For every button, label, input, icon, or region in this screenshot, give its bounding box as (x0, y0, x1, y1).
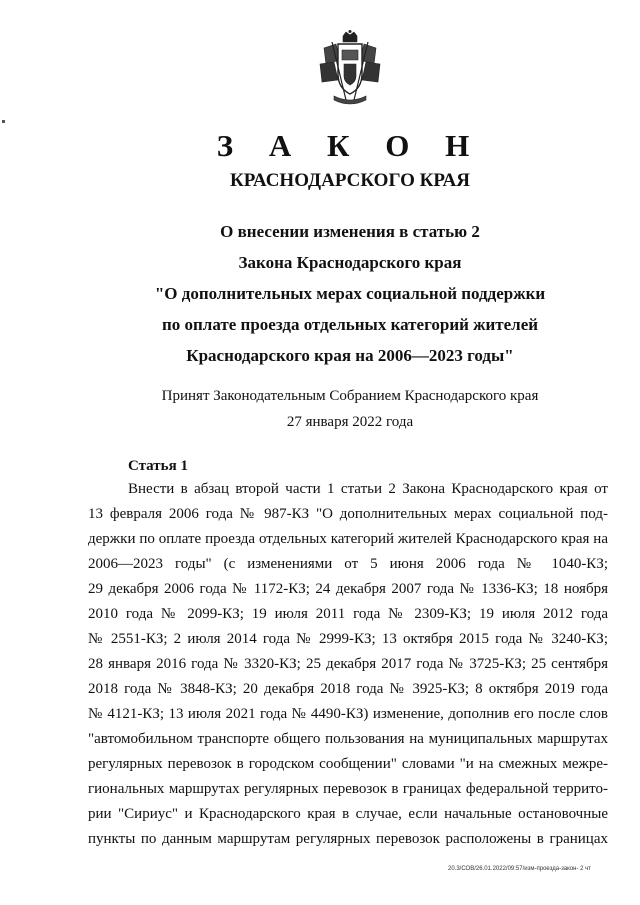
region-title: КРАСНОДАРСКОГО КРАЯ (229, 170, 471, 191)
article-line: пункты по данным маршрутам регулярных перевозок расположены в границах (88, 831, 608, 847)
document-footer-code: 20.3/СОВ/26.01.2022/09:57/изм-проезда-закон- 2 чт (448, 866, 592, 872)
heading-line: Закона Краснодарского края (238, 253, 462, 272)
article-line: № 2551-КЗ; 2 июля 2014 года № 2999-КЗ; 13 октября 2015 года № 3240-КЗ; (88, 631, 608, 647)
article-line: рии "Сириус" и Краснодарского края в случае, если начальные остановочные (88, 806, 608, 822)
adoption-statement: Принят Законодательным Собранием Краснодарского края (161, 388, 539, 404)
article-line: № 4121-КЗ; 13 июля 2021 года № 4490-КЗ) изменение, дополнив его после слов (88, 706, 608, 722)
article-line: гиональных маршрутах регулярных перевозок в границах федеральной террито- (88, 781, 608, 797)
article-line: регулярных перевозок в городском сообщении" словами "и на смежных межре- (88, 756, 608, 772)
article-title: Статья 1 (128, 458, 188, 474)
article-line: "автомобильном транспорте общего пользования на муниципальных маршрутах (88, 731, 608, 747)
article-line: 29 декабря 2006 года № 1172-КЗ; 24 декабря 2007 года № 1336-КЗ; 18 ноября (88, 581, 608, 597)
heading-line: О внесении изменения в статью 2 (220, 222, 480, 241)
adoption-date: 27 января 2022 года (286, 414, 414, 430)
article-line: 2010 года № 2099-КЗ; 19 июля 2011 года № 2309-КЗ; 19 июля 2012 года (88, 606, 608, 622)
article-line: Внести в абзац второй части 1 статьи 2 Закона Краснодарского края от (128, 481, 608, 497)
coat-of-arms-emblem (316, 30, 384, 108)
heading-line: Краснодарского края на 2006—2023 годы" (186, 346, 514, 365)
article-body (88, 477, 608, 852)
article-line: 2006—2023 годы" (с изменениями от 5 июня 2006 года № 1040-КЗ; (88, 556, 608, 572)
article-line: держки по оплате проезда отдельных категорий жителей Краснодарского края на (88, 531, 608, 547)
article-line: 28 января 2016 года № 3320-КЗ; 25 декабря 2017 года № 3725-КЗ; 25 сентября (88, 656, 608, 672)
article-line: 13 февраля 2006 года № 987-КЗ "О дополнительных мерах социальной под- (88, 506, 608, 522)
law-title: З А К О Н (216, 128, 484, 163)
article-line: 2018 года № 3848-КЗ; 20 декабря 2018 года № 3925-КЗ; 8 октября 2019 года (88, 681, 608, 697)
scan-margin-mark (2, 120, 5, 123)
heading-line: по оплате проезда отдельных категорий жителей (161, 315, 539, 334)
heading-line: "О дополнительных мерах социальной поддержки (154, 284, 546, 303)
